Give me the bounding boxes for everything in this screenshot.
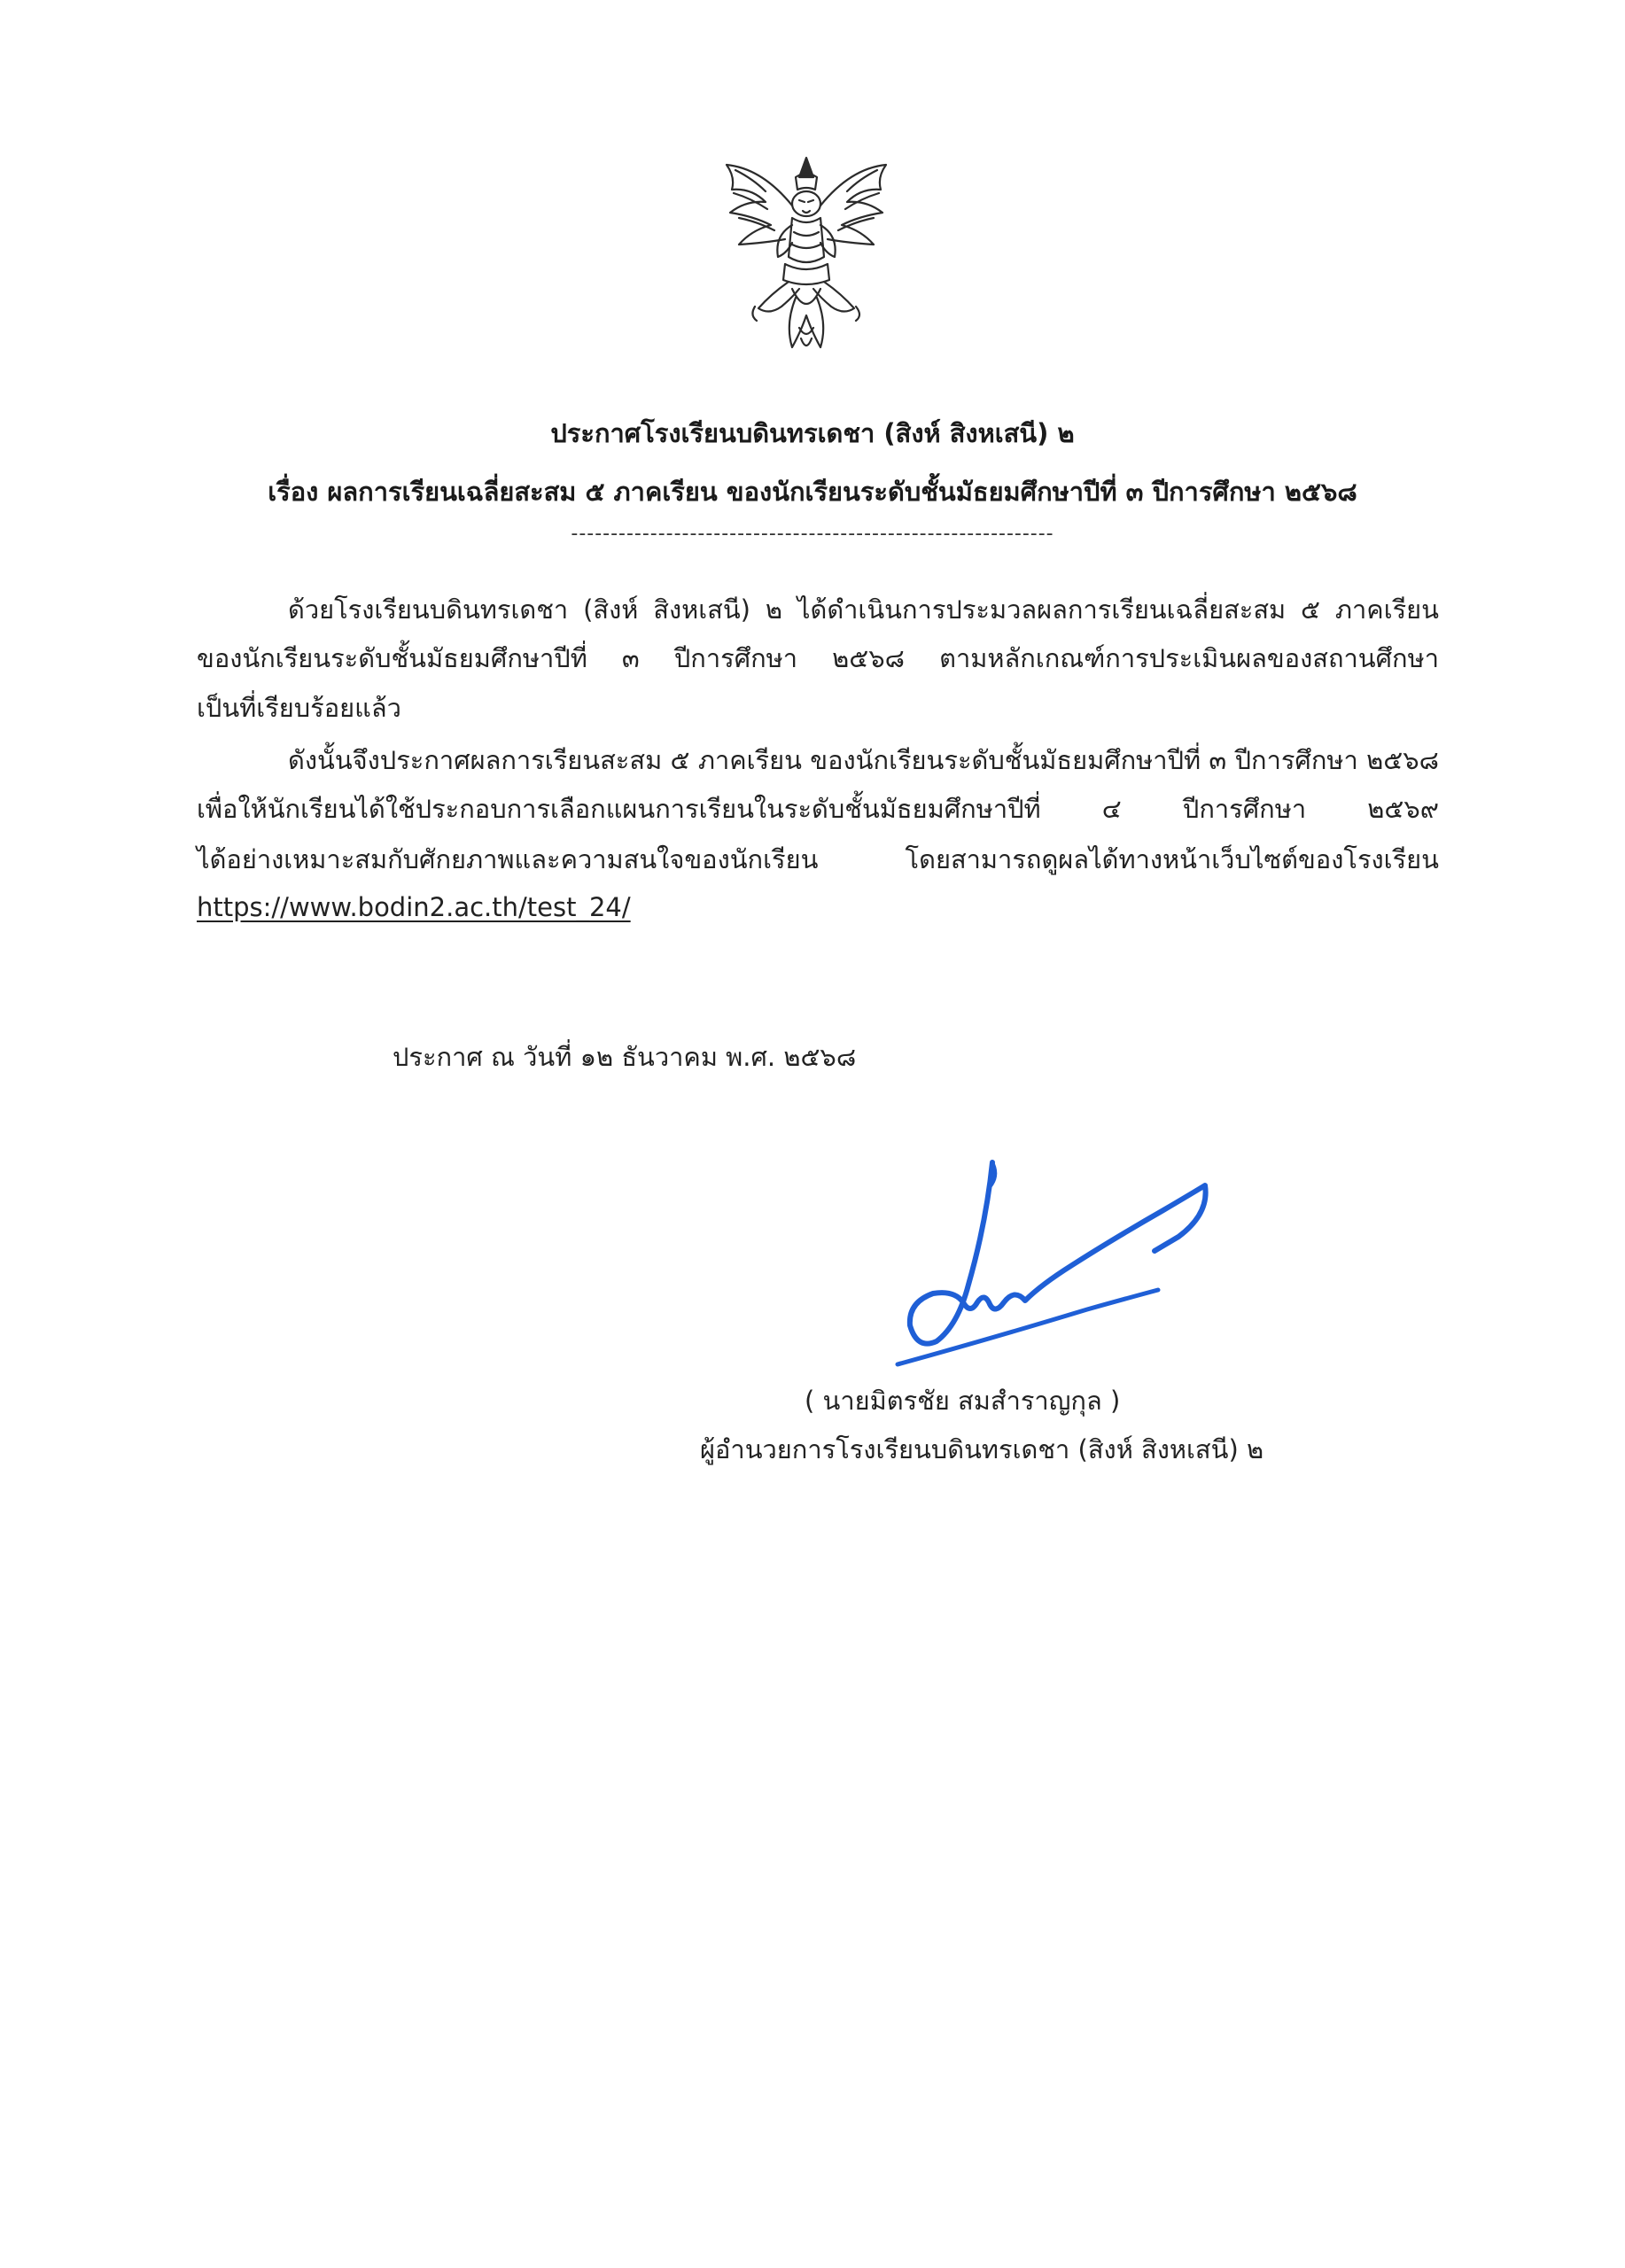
announcement-date: ประกาศ ณ วันที่ ๑๒ ธันวาคม พ.ศ. ๒๕๖๘ — [393, 1042, 857, 1072]
title-divider: ------------------------------------------------------------- — [571, 523, 1054, 545]
signatory-position: ผู้อำนวยการโรงเรียนบดินทรเดชา (สิงห์ สิงหเสนี) ๒ — [700, 1434, 1264, 1464]
paragraph-1-line-3: เป็นที่เรียบร้อยแล้ว — [197, 693, 401, 723]
results-url-link[interactable]: https://www.bodin2.ac.th/test_24/ — [197, 892, 631, 922]
signatory-name: ( นายมิตรชัย สมสำราญกุล ) — [805, 1386, 1121, 1416]
garuda-emblem-icon — [700, 151, 913, 363]
paragraph-2-line-3: ได้อย่างเหมาะสมกับศักยภาพและความสนใจของนักเรียน โดยสามารถดูผลได้ทางหน้าเว็บไซต์ของโรงเรียน — [197, 844, 1439, 874]
paragraph-2-line-2: เพื่อให้นักเรียนได้ใช้ประกอบการเลือกแผนการเรียนในระดับชั้นมัธยมศึกษาปีที่ ๔ ปีการศึกษา ๒๕๖๙ — [197, 794, 1439, 824]
paragraph-1-line-1: ด้วยโรงเรียนบดินทรเดชา (สิงห์ สิงหเสนี) ๒ ได้ดำเนินการประมวลผลการเรียนเฉลี่ยสะสม ๕ ภาคเรียน — [288, 594, 1439, 625]
handwritten-signature — [882, 1152, 1223, 1373]
announcement-subject: เรื่อง ผลการเรียนเฉลี่ยสะสม ๕ ภาคเรียน ของนักเรียนระดับชั้นมัธยมศึกษาปีที่ ๓ ปีการศึกษา ๒๕๖๘ — [268, 477, 1357, 507]
announcement-title: ประกาศโรงเรียนบดินทรเดชา (สิงห์ สิงหเสนี) ๒ — [550, 418, 1075, 448]
paragraph-2-url-line — [197, 889, 1439, 925]
paragraph-2-line-1: ดังนั้นจึงประกาศผลการเรียนสะสม ๕ ภาคเรียน ของนักเรียนระดับชั้นมัธยมศึกษาปีที่ ๓ ปีการศึกษา ๒๕๖๘ — [288, 745, 1439, 775]
paragraph-1-line-2: ของนักเรียนระดับชั้นมัธยมศึกษาปีที่ ๓ ปีการศึกษา ๒๕๖๘ ตามหลักเกณฑ์การประเมินผลของสถานศึกษา — [197, 643, 1439, 673]
